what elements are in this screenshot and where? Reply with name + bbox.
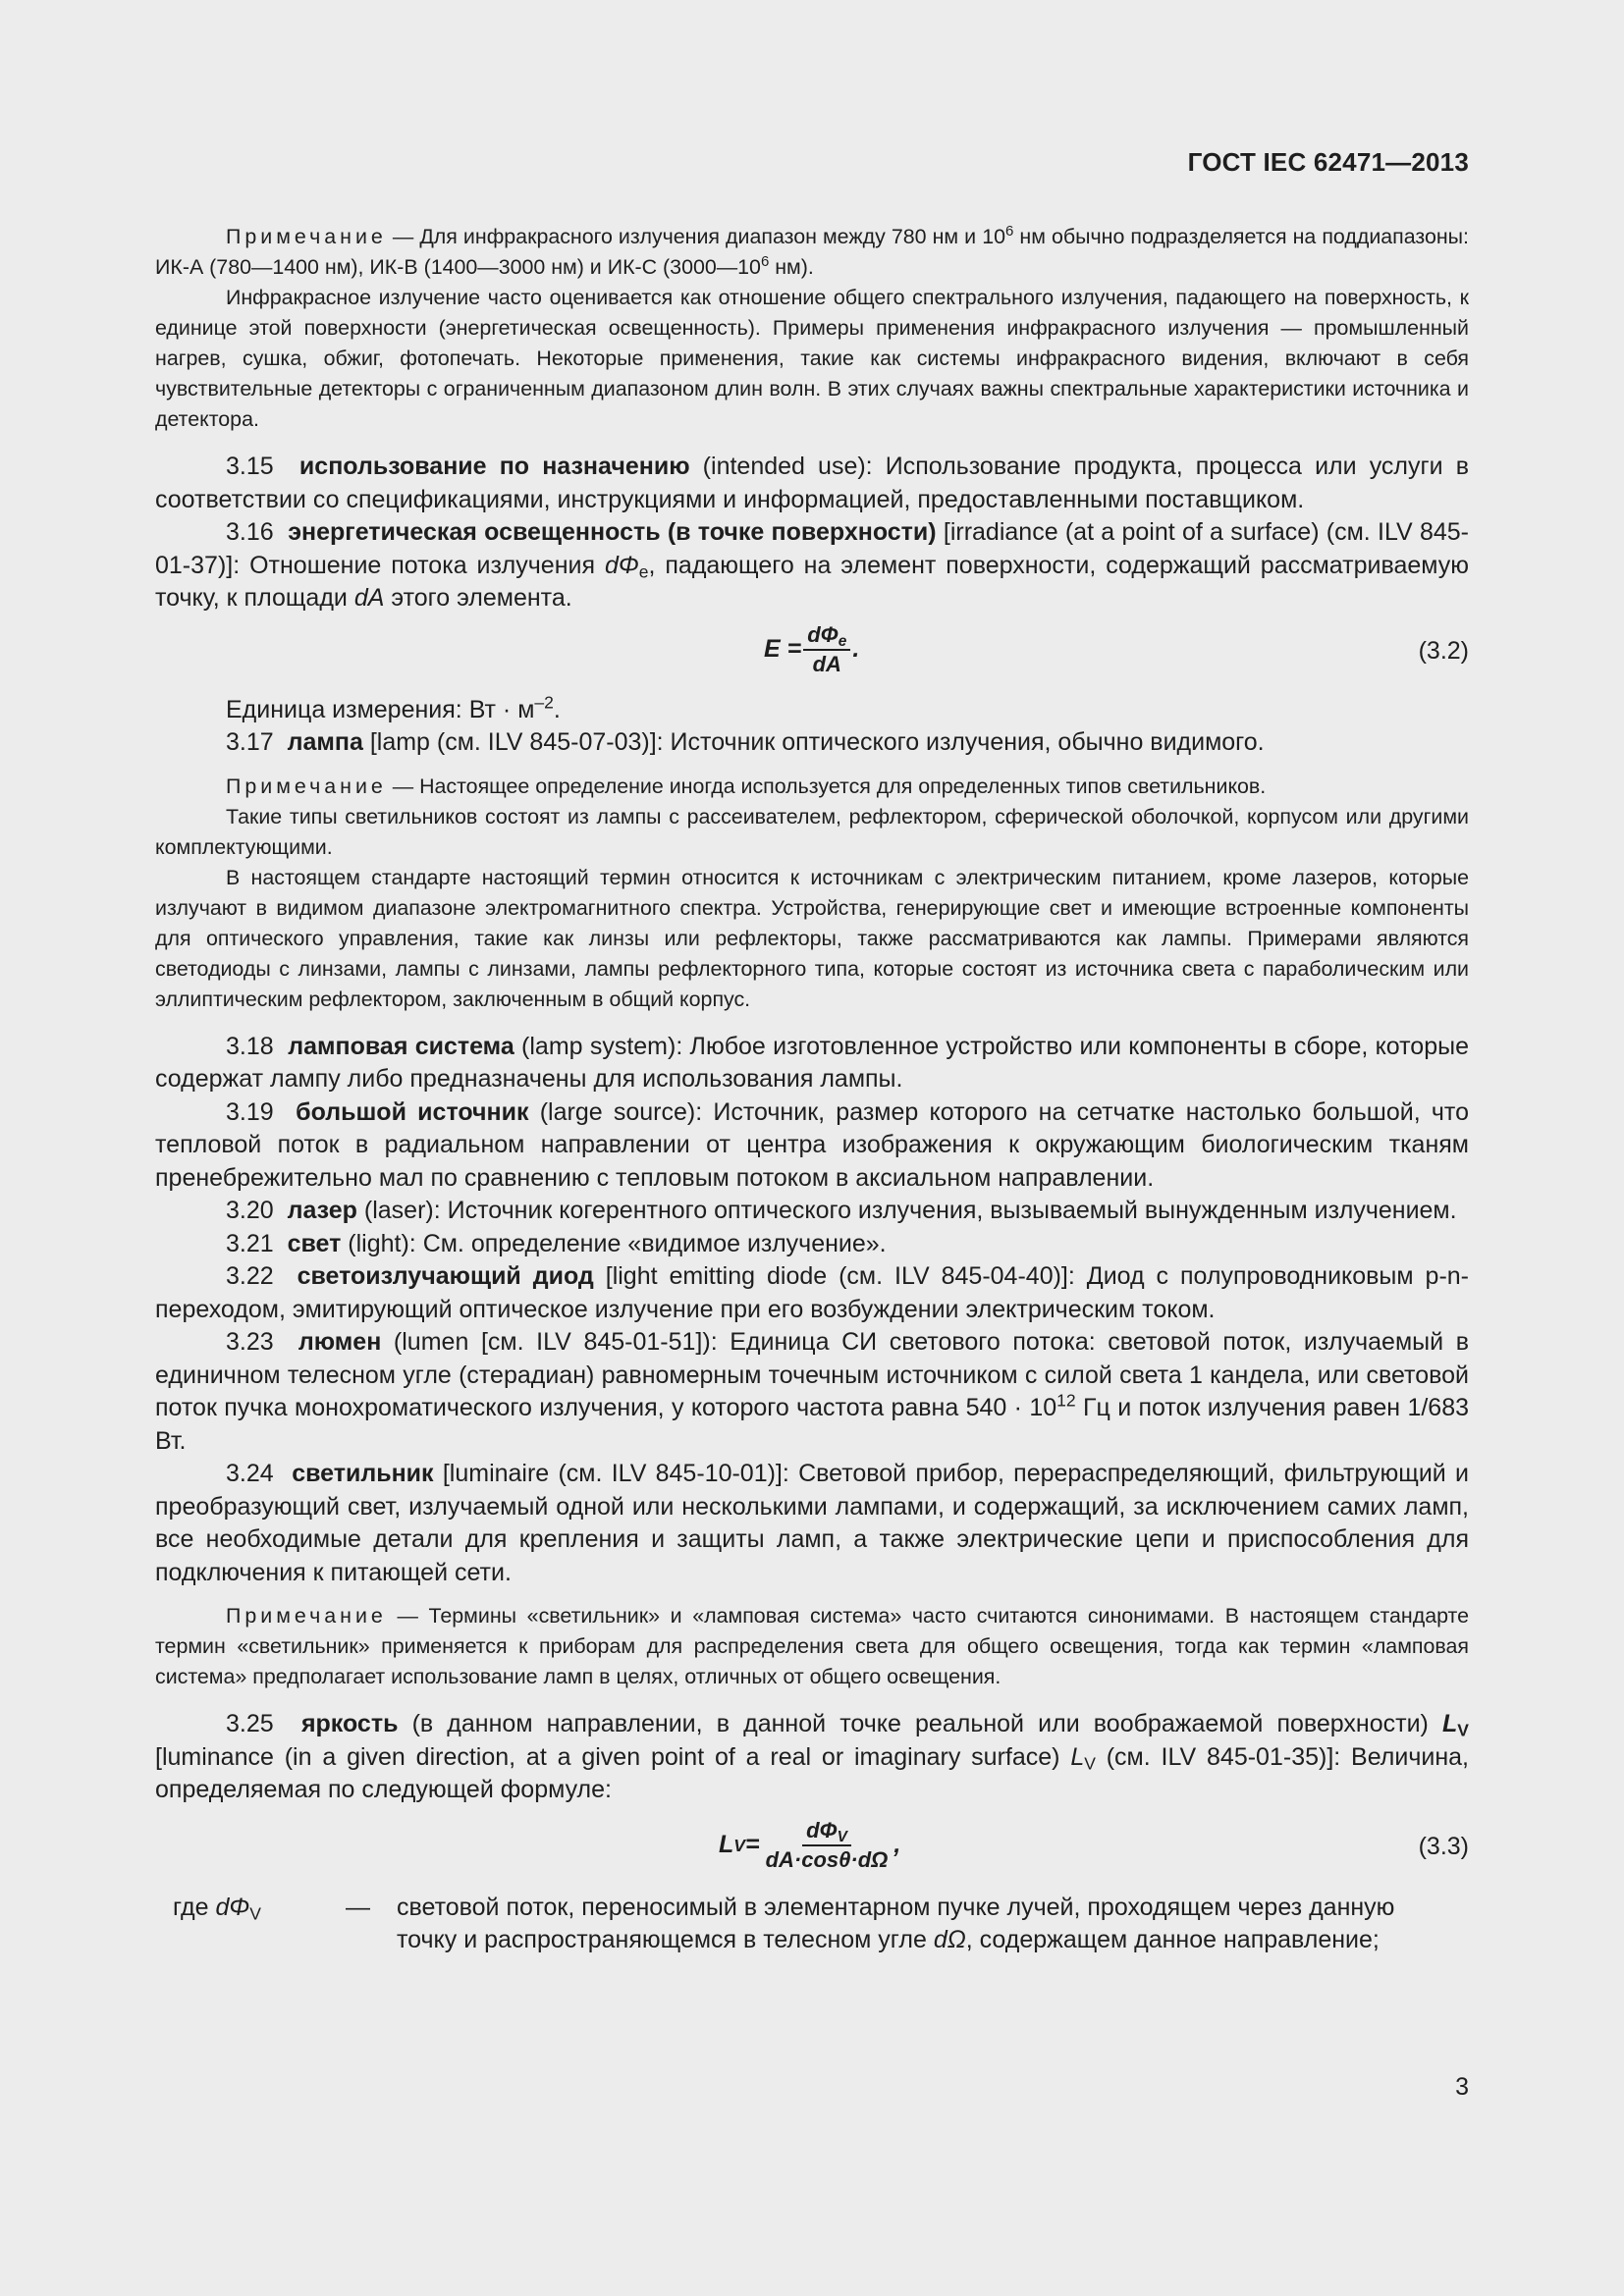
equation-number: (3.3) <box>1418 1832 1469 1860</box>
where-clause: где $d\Phi_V$ — световой поток, переносимый в элементарном пучке лучей, проходящем через данную точку и распространяющемся в телесном угле dΩ, содержащем данное направление; <box>173 1893 1395 1953</box>
note-label: Примечание <box>226 774 387 798</box>
definition-3-22: 3.22 светоизлучающий диод [light emitting diode (см. ILV 845-04-40)]: Диод с полупроводниковым p-n-переходом, эмитирующий оптическое излучение при его возбуждении электрическим током. <box>155 1262 1469 1323</box>
definition-3-23: 3.23 люмен (lumen [см. ILV 845-01-51]): Единица СИ светового потока: световой поток, излучаемый в единичном телесном угле (стерадиан) равномерным точечным источником с силой света 1 кандела, или световой поток пучка монохроматического излучения, у которого частота равна $540 \cdot 10^{12}$ Гц и поток излучения равен 1/683 Вт. <box>155 1328 1470 1455</box>
definition-3-20: 3.20 лазер (laser): Источник когерентного оптического излучения, вызываемый вынужденным излучением. <box>226 1197 1457 1224</box>
page-number: 3 <box>1455 2073 1469 2101</box>
definition-3-17: 3.17 лампа [lamp (см. ILV 845-07-03)]: Источник оптического излучения, обычно видимого. <box>226 728 1265 756</box>
standard-code: ГОСТ IEC 62471—2013 <box>1187 147 1469 177</box>
term: яркость <box>300 1710 399 1737</box>
definition-3-21: 3.21 свет (light): См. определение «видимое излучение». <box>226 1229 887 1257</box>
term: свет <box>287 1229 342 1257</box>
term: лазер <box>287 1197 357 1224</box>
term: большой источник <box>296 1097 529 1126</box>
note-lamp-para3: В настоящем стандарте настоящий термин относится к источникам с электрическим питанием, кроме лазеров, которые излучают в видимом диапазоне электромагнитного спектра. Устройства, генерирующие свет и имеющие встроенные компоненты для оптического управления, такие как линзы или рефлекторы, также рассматриваются как лампы. Примерами являются светодиоды с линзами, лампы с линзами, лампы рефлекторного типа, которые состоят из источника света с параболическим или эллиптическим рефлектором, заключенным в общий корпус. <box>155 865 1469 1011</box>
unit-of-measure: Единица измерения: Вт · $м^{-2}$. <box>226 691 561 723</box>
note-infrared: Примечание — Для инфракрасного излучения диапазон между 780 нм и $10^6$ нм обычно подразделяется на поддиапазоны: ИК-А (780—1400 нм), ИК-В (1400—3000 нм) и ИК-С ($3000—10^6$ нм). <box>155 222 1470 279</box>
note-luminaire: Примечание — Термины «светильник» и «ламповая система» часто считаются синонимами. В настоящем стандарте термин «светильник» применяется к приборам для распределения света для общего освещения, тогда как термин «ламповая система» предполагает использование ламп в целях, отличных от общего освещения. <box>155 1604 1469 1688</box>
term: лампа <box>287 728 363 756</box>
term: светоизлучающий диод <box>297 1262 594 1290</box>
term: энергетическая освещенность (в точке поверхности) <box>288 518 937 546</box>
definition-3-16: 3.16 энергетическая освещенность (в точке поверхности) [irradiance (at a point of a surface) (см. ILV 845-01-37)]: Отношение потока излучения $d\Phi_e$, падающего на элемент поверхности, содержащий рассматриваемую точку, к площади dA этого элемента. <box>155 518 1469 612</box>
definition-3-24: 3.24 светильник [luminaire (см. ILV 845-10-01)]: Световой прибор, перераспределяющий, фильтрующий и преобразующий свет, излучаемый одной или несколькими лампами, и содержащий, за исключением самих ламп, все необходимые детали для крепления и защиты ламп, а также электрические цепи и приспособления для подключения к питающей сети. <box>155 1460 1469 1586</box>
note-label: Примечание <box>226 1604 387 1628</box>
page-content <box>155 222 1469 1957</box>
definition-3-18: 3.18 ламповая система (lamp system): Любое изготовленное устройство или компоненты в сборе, которые содержат лампу либо предназначены для использования лампы. <box>155 1032 1469 1093</box>
definition-3-15: 3.15 использование по назначению (intended use): Использование продукта, процесса или услуги в соответствии со спецификациями, инструкциями и информацией, предоставленными поставщиком. <box>155 453 1469 513</box>
term: ламповая система <box>288 1032 514 1060</box>
formula-3-2: E = $\frac{d\Phi_e}{dA}$ . (3.2) <box>764 621 1469 676</box>
note-label: Примечание <box>226 225 387 248</box>
term: светильник <box>292 1460 434 1487</box>
definition-3-19: 3.19 большой источник (large source): Источник, размер которого на сетчатке настолько большой, что тепловой поток в радиальном направлении от центра изображения к окружающим биологическим тканям пренебрежительно мал по сравнению с тепловым потоком в аксиальном направлении. <box>155 1097 1469 1192</box>
note-lamp: Примечание — Настоящее определение иногда используется для определенных типов светильников. <box>226 774 1267 798</box>
definition-3-25: 3.25 яркость (в данном направлении, в данной точке реальной или воображаемой поверхности) $L_V$ [luminance (in a given direction, at a given point of a real or imaginary surface) $L_V$ (см. ILV 845-01-35)]: Величина, определяемая по следующей формуле: <box>155 1710 1469 1803</box>
note-lamp-para2: Такие типы светильников состоят из лампы с рассеивателем, рефлектором, сферической оболочкой, корпусом или другими комплектующими. <box>155 804 1469 859</box>
note-infrared-para2: Инфракрасное излучение часто оценивается как отношение общего спектрального излучения, падающего на поверхность, к единице этой поверхности (энергетическая освещенность). Примеры применения инфракрасного излучения — промышленный нагрев, сушка, обжиг, фотопечать. Некоторые применения, такие как системы инфракрасного видения, включают в себя чувствительные детекторы с ограниченным диапазоном длин волн. В этих случаях важны спектральные характеристики источника и детектора. <box>155 286 1469 431</box>
equation-number: (3.2) <box>1418 636 1469 665</box>
formula-3-3: L V = $\frac{d\Phi_V}{dA\cdot\cos\theta\cdot d\Omega}$ , (3.3) <box>719 1817 1469 1872</box>
term: люмен <box>298 1328 382 1356</box>
term: использование по назначению <box>298 453 690 480</box>
